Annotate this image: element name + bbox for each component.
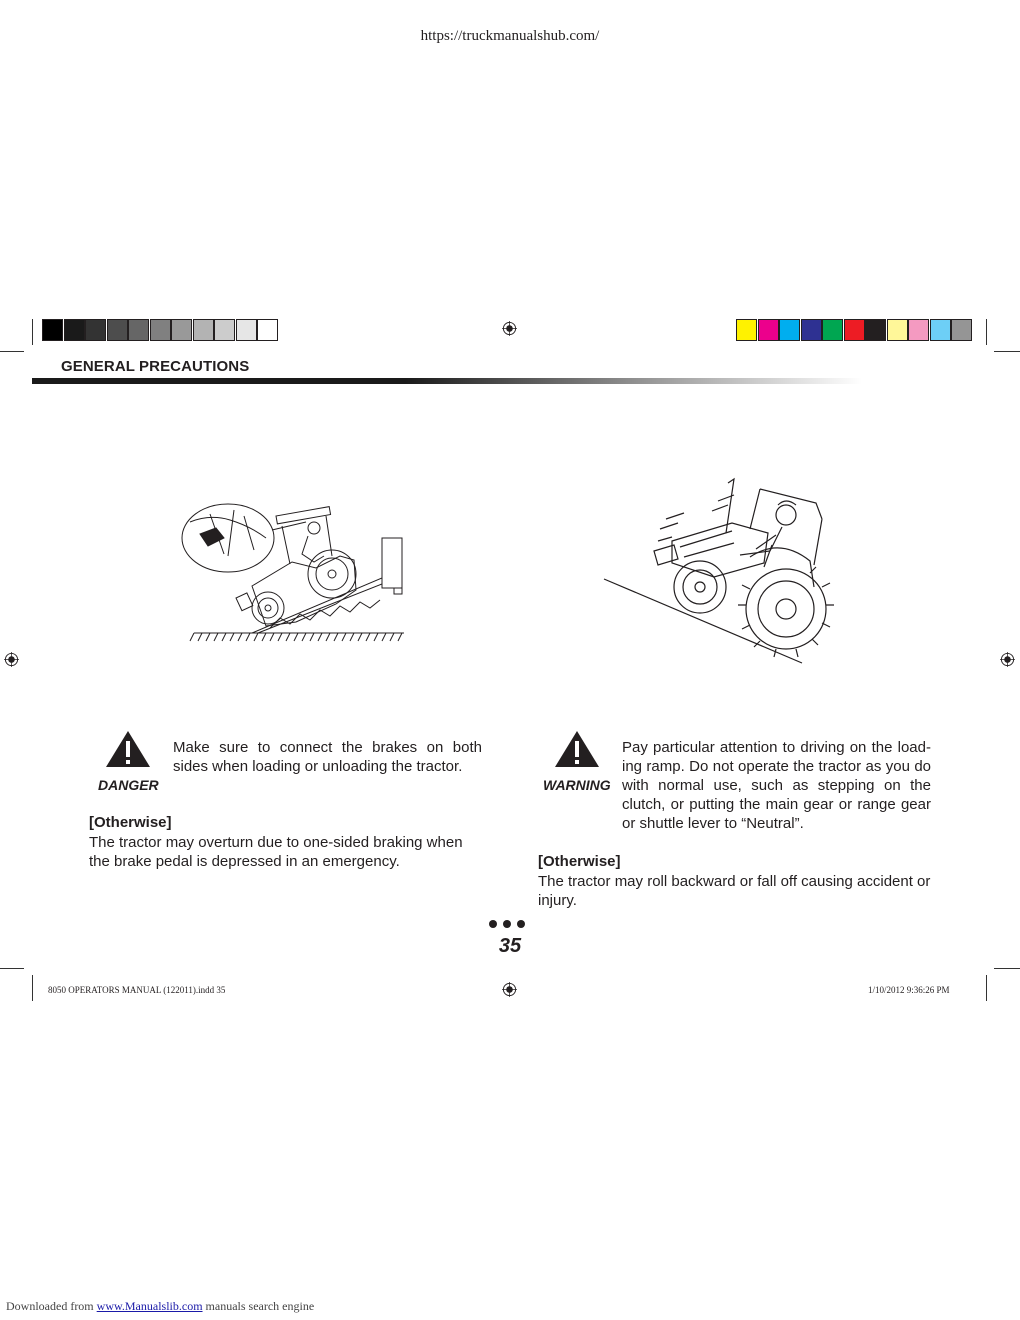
color-swatch — [150, 319, 171, 341]
tractor-loading-ramp-illustration — [180, 500, 410, 645]
registration-mark-icon — [1000, 652, 1015, 667]
warning-triangle-icon — [104, 729, 152, 769]
color-swatch — [64, 319, 85, 341]
crop-mark — [994, 351, 1020, 352]
color-swatch — [887, 319, 908, 341]
color-swatch — [865, 319, 886, 341]
source-url: https://truckmanualshub.com/ — [420, 28, 600, 44]
color-swatch — [257, 319, 278, 341]
warning-triangle-icon — [553, 729, 601, 769]
color-swatch — [42, 319, 63, 341]
otherwise-text: The tractor may overturn due to one-sided braking when the brake pedal is depressed in an emergency. — [89, 834, 463, 870]
section-title: GENERAL PRECAUTIONS — [61, 358, 250, 375]
download-footer — [6, 1299, 314, 1314]
otherwise-heading: [Otherwise] — [89, 814, 172, 831]
color-swatch — [908, 319, 929, 341]
slug-file-name: 8050 OPERATORS MANUAL (122011).indd 35 — [48, 985, 226, 995]
warning-label: WARNING — [543, 777, 611, 793]
danger-label: DANGER — [98, 777, 159, 793]
header-rule — [32, 378, 862, 384]
manualslib-link[interactable]: www.Manualslib.com — [96, 1299, 203, 1313]
crop-mark — [0, 351, 24, 352]
color-swatch — [236, 319, 257, 341]
color-swatch — [85, 319, 106, 341]
color-swatch — [193, 319, 214, 341]
danger-message: Make sure to connect the brakes on both sides when loading or unloading the tractor. — [173, 739, 482, 775]
color-swatch — [951, 319, 972, 341]
color-swatch — [758, 319, 779, 341]
color-swatch — [930, 319, 951, 341]
otherwise-heading: [Otherwise] — [538, 853, 621, 870]
color-swatch — [779, 319, 800, 341]
registration-mark-icon — [502, 321, 517, 336]
page-number: 35 — [498, 935, 522, 957]
crop-mark — [32, 319, 33, 345]
registration-mark-icon — [4, 652, 19, 667]
color-swatch — [822, 319, 843, 341]
crop-mark — [32, 975, 33, 1001]
color-swatch — [107, 319, 128, 341]
color-swatch — [736, 319, 757, 341]
crop-mark — [986, 975, 987, 1001]
tractor-slope-illustration — [600, 465, 835, 670]
color-swatch — [171, 319, 192, 341]
color-swatch — [801, 319, 822, 341]
crop-mark — [986, 319, 987, 345]
warning-message: Pay particular attention to driving on the load-ing ramp. Do not operate the tractor as you do with normal use, such as stepping on the clutch, or putting the main gear or range gear or shuttle lever to “Neutral”. — [622, 739, 931, 832]
crop-mark — [0, 968, 24, 969]
registration-mark-icon — [502, 982, 517, 997]
otherwise-text: The tractor may roll backward or fall off causing accident or injury. — [538, 873, 931, 909]
color-swatch — [128, 319, 149, 341]
footer-suffix: manuals search engine — [202, 1299, 315, 1313]
crop-mark — [994, 968, 1020, 969]
color-swatch — [214, 319, 235, 341]
color-swatch — [844, 319, 865, 341]
slug-timestamp: 1/10/2012 9:36:26 PM — [868, 985, 950, 995]
page-number-dots — [489, 915, 531, 933]
footer-prefix: Downloaded from — [6, 1299, 97, 1313]
